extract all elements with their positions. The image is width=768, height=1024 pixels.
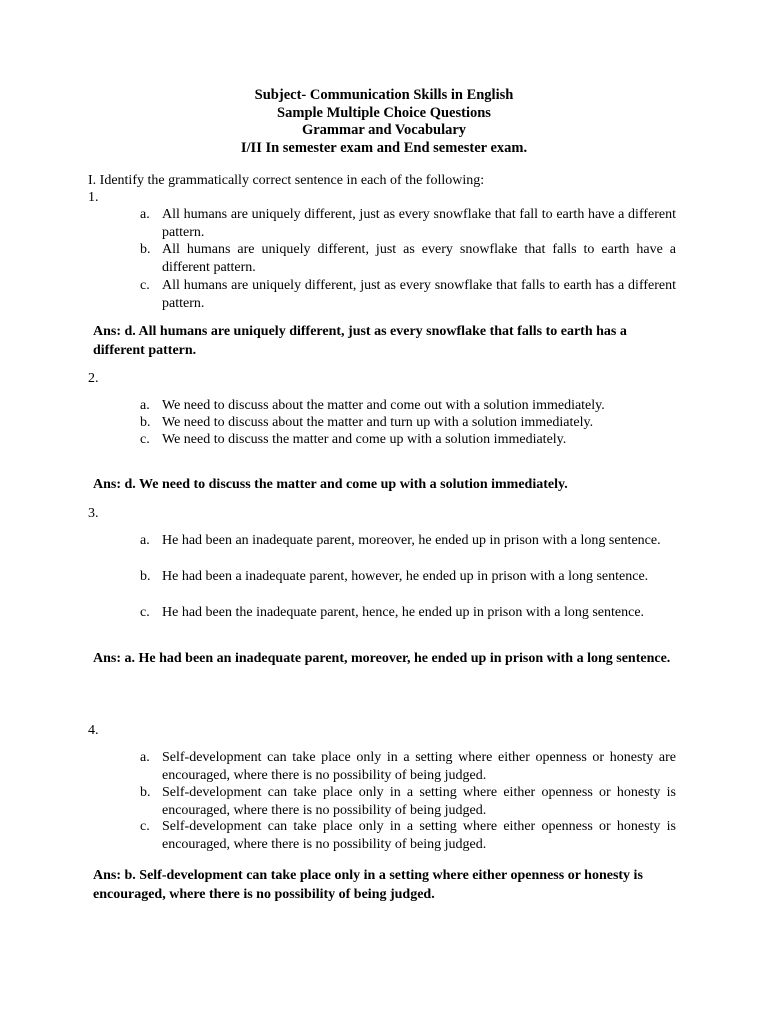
option-text: We need to discuss the matter and come up with a solution immediately. xyxy=(162,432,567,447)
option-letter: a. xyxy=(140,750,150,765)
question-number: 3. xyxy=(88,506,99,521)
answer-option xyxy=(140,206,676,241)
option-text: He had been the inadequate parent, hence, he ended up in prison with a long sentence. xyxy=(162,605,645,620)
answer-option xyxy=(140,604,676,622)
option-letter: a. xyxy=(140,207,150,222)
section-title: Grammar and Vocabulary xyxy=(301,122,467,138)
option-text: Self-development can take place only in a setting where either openness or honesty is encouraged, where there is no possibility of being judged. xyxy=(162,819,676,852)
answer-text: Ans: b. Self-development can take place only in a setting where either openness or honesty is encouraged, where there is no possibility of being judged. xyxy=(93,868,643,902)
answer-option xyxy=(140,277,676,312)
question-number: 4. xyxy=(88,723,99,738)
exam-title: I/II In semester exam and End semester exam. xyxy=(240,139,528,156)
answer-option xyxy=(140,568,676,586)
option-letter: b. xyxy=(140,569,151,584)
option-letter: c. xyxy=(140,432,150,447)
option-text: He had been a inadequate parent, however, he ended up in prison with a long sentence. xyxy=(162,569,649,584)
answer-option xyxy=(140,397,676,415)
option-text: Self-development can take place only in a setting where either openness or honesty are encouraged, where there is no possibility of being judged. xyxy=(162,750,676,783)
answer-option xyxy=(140,414,676,432)
answer-option xyxy=(140,784,676,819)
option-text: We need to discuss about the matter and come out with a solution immediately. xyxy=(162,398,605,413)
answer-text: Ans: d. We need to discuss the matter and come up with a solution immediately. xyxy=(93,477,568,492)
answer-text: Ans: a. He had been an inadequate parent, moreover, he ended up in prison with a long sentence. xyxy=(93,651,671,666)
option-letter: b. xyxy=(140,785,151,800)
option-letter: c. xyxy=(140,605,150,620)
option-text: All humans are uniquely different, just as every snowflake that falls to earth have a different pattern. xyxy=(162,242,676,275)
answer-option xyxy=(140,241,676,276)
document-subtitle: Sample Multiple Choice Questions xyxy=(277,104,491,121)
option-letter: a. xyxy=(140,398,150,413)
option-letter: b. xyxy=(140,242,151,257)
answer-option xyxy=(140,818,676,853)
answer-text: Ans: d. All humans are uniquely different, just as every snowflake that falls to earth has a different pattern. xyxy=(93,324,627,358)
answer-option xyxy=(140,532,676,550)
option-letter: a. xyxy=(140,533,150,548)
subject-title: Subject- Communication Skills in English xyxy=(254,87,514,103)
instructions: I. Identify the grammatically correct sentence in each of the following: xyxy=(88,173,485,188)
answer-option xyxy=(140,749,676,784)
option-text: Self-development can take place only in a setting where either openness or honesty is encouraged, where there is no possibility of being judged. xyxy=(162,785,676,818)
document-header xyxy=(0,87,768,157)
option-text: We need to discuss about the matter and turn up with a solution immediately. xyxy=(162,415,594,430)
option-letter: c. xyxy=(140,819,150,834)
option-letter: c. xyxy=(140,278,150,293)
option-letter: b. xyxy=(140,415,151,430)
option-text: All humans are uniquely different, just as every snowflake that fall to earth have a different pattern. xyxy=(162,207,676,240)
option-text: All humans are uniquely different, just as every snowflake that falls to earth has a different pattern. xyxy=(162,278,676,311)
option-text: He had been an inadequate parent, moreover, he ended up in prison with a long sentence. xyxy=(162,533,661,548)
question-number: 2. xyxy=(88,371,99,386)
question-number: 1. xyxy=(88,190,99,205)
answer-option xyxy=(140,431,676,449)
